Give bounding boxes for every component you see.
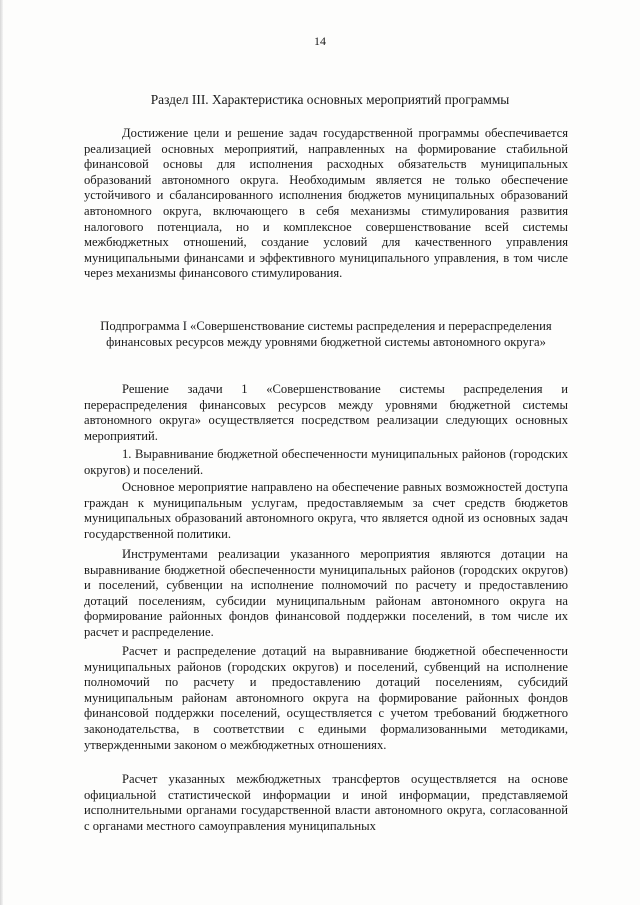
subprogram-title: Подпрограмма I «Совершенствование системы распределения и перераспределения финансовых ресурсов между уровнями бюджетной системы автономного округа» — [100, 319, 552, 349]
page-number: 14 — [314, 34, 326, 48]
paragraph-measure-purpose: Основное мероприятие направлено на обеспечение равных возможностей доступа граждан к муниципальным услугам, предоставляемым за счет средств бюджетов муниципальных образований автономного округа, что является одной из основных задач государственной политики. — [84, 480, 568, 541]
paragraph-goals: Достижение цели и решение задач государственной программы обеспечивается реализацией основных мероприятий, направленных на формирование стабильной финансовой основы для исполнения расходных обязательств муниципальных образований автономного округа. Необходимым является не только обеспечение устойчивого и сбалансированного исполнения бюджетов муниципальных образований автономного округа, включающего в себя механизмы стимулирования развития налогового потенциала, но и комплексное совершенствование всей системы межбюджетных отношений, создание условий для качественного управления муниципальными финансами и эффективного муниципального управления, в том числе через механизмы финансового стимулирования. — [84, 126, 568, 281]
paragraph-instruments: Инструментами реализации указанного мероприятия являются дотации на выравнивание бюджетной обеспеченности муниципальных районов (городских округов) и поселений, субвенции на исполнение полномочий по расчету и предоставлению дотаций поселениям, субсидии муниципальным районам автономного округа на формирование районных фондов финансовой поддержки поселений, в том числе их расчет и распределение. — [84, 547, 568, 639]
paragraph-calculation: Расчет и распределение дотаций на выравнивание бюджетной обеспеченности муниципальных районов (городских округов) и поселений, субвенций на исполнение полномочий по расчету и предоставлению дотаций поселениям, субсидий муниципальным районам автономного округа на формирование районных фондов финансовой поддержки поселений, осуществляется с учетом требований бюджетного законодательства, в соответствии с едиными формализованными методиками, утвержденными законом о межбюджетных отношениях. — [84, 644, 568, 752]
paragraph-measure-1: 1. Выравнивание бюджетной обеспеченности муниципальных районов (городских округов) и поселений. — [84, 447, 568, 477]
paragraph-transfers: Расчет указанных межбюджетных трансфертов осуществляется на основе официальной статистической информации и иной информации, представляемой исполнительными органами государственной власти автономного округа, согласованной с органами местного самоуправления муниципальных — [84, 772, 568, 833]
scan-edge — [0, 0, 3, 905]
section-title: Раздел III. Характеристика основных мероприятий программы — [150, 92, 510, 107]
paragraph-task-1: Решение задачи 1 «Совершенствование системы распределения и перераспределения финансовых ресурсов между уровнями бюджетной системы автономного округа» осуществляется посредством реализации следующих основных мероприятий. — [84, 382, 568, 443]
